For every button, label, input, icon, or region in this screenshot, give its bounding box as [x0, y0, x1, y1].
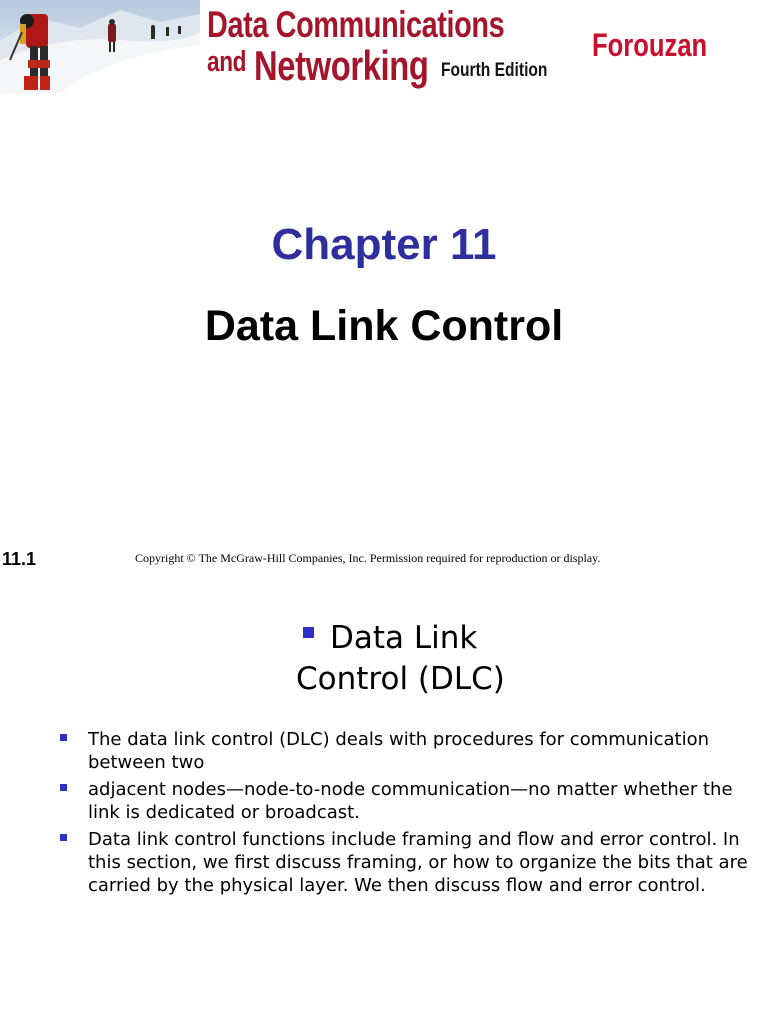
book-title-line1: Data Communications [207, 4, 505, 45]
book-title-and: and [207, 46, 247, 78]
square-bullet-icon [60, 834, 67, 841]
book-banner [0, 0, 768, 94]
section-heading [296, 618, 556, 700]
slide-number: 11.1 [2, 549, 37, 569]
book-author: Forouzan [592, 27, 708, 63]
chapter-title: Chapter 11 [271, 220, 497, 269]
book-edition: Fourth Edition [441, 60, 548, 81]
square-bullet-icon [60, 734, 67, 741]
section-heading-line2: Control (DLC) [296, 661, 505, 697]
list-item-text: The data link control (DLC) deals with procedures for communication between two [88, 729, 709, 773]
section-heading-line1: Data Link [330, 620, 478, 656]
copyright-notice: Copyright © The McGraw-Hill Companies, Inc. Permission required for reproduction or display. [135, 551, 601, 565]
list-item [60, 728, 750, 774]
chapter-subtitle: Data Link Control [204, 302, 564, 350]
list-item-text: adjacent nodes—node-to-node communication—no matter whether the link is dedicated or broadcast. [88, 779, 733, 823]
bullet-list [60, 728, 750, 901]
list-item-text: Data link control functions include framing and flow and error control. In this section, we first discuss framing, or how to organize the bits that are carried by the physical layer. We then discuss flow and error control. [88, 829, 748, 896]
list-item [60, 828, 750, 897]
book-title-networking: Networking [254, 42, 429, 89]
mountain-climbers-photo [0, 0, 200, 93]
square-bullet-icon [60, 784, 67, 791]
list-item [60, 778, 750, 824]
